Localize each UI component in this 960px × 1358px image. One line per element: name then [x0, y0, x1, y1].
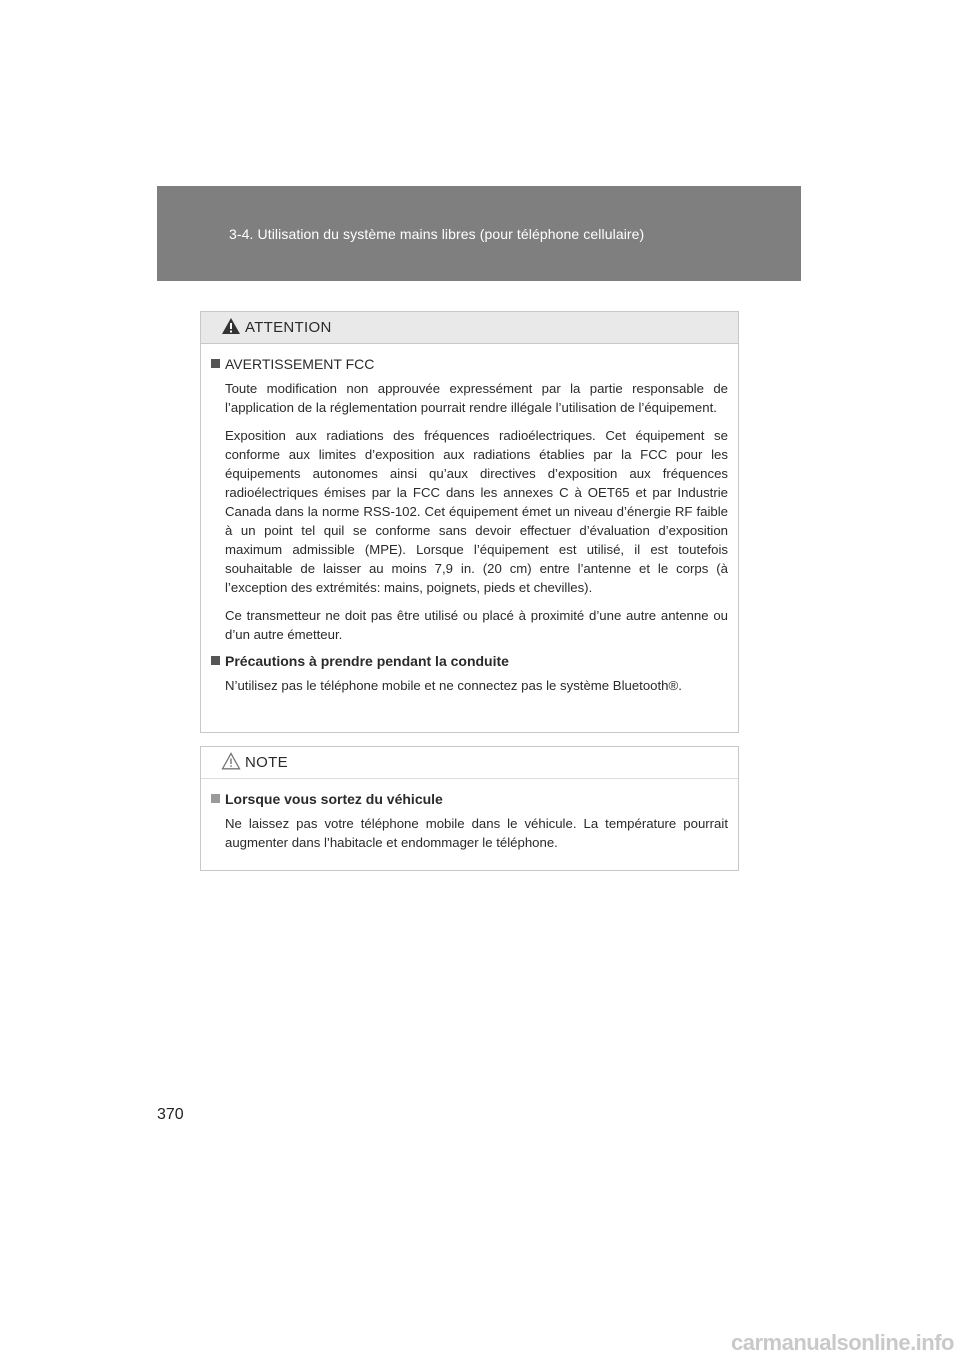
- bullet-square-icon: [211, 656, 220, 665]
- paragraph: Exposition aux radiations des fréquences radioélectriques. Cet équipement se conforme aux limites d’exposition aux radiations établies par la FCC pour les équipements autonomes ainsi qu’aux directives d’exposition aux fréquences radioélectriques émises par la FCC dans les annexes C à OET65 et par Industrie Canada dans la norme RSS-102. Cet équipement émet un niveau d’énergie RF faible à un point tel quil se conforme sans devoir effectuer d’évaluation d’exposition maximum admissible (MPE). Lorsque l’équipement est utilisé, il est toutefois souhaitable de laisser au moins 7,9 in. (20 cm) entre l’antenne et le corps (à l’exception des extrémités: mains, poignets, pieds et chevilles).: [225, 428, 728, 595]
- note-header: [201, 747, 738, 779]
- section-title: AVERTISSEMENT FCC: [211, 356, 728, 372]
- attention-label: ATTENTION: [245, 319, 332, 336]
- chapter-header: [157, 186, 801, 281]
- page-number: 370: [157, 1106, 184, 1123]
- bullet-square-icon: [211, 359, 220, 368]
- paragraph: Ce transmetteur ne doit pas être utilisé ou placé à proximité d’une autre antenne ou d’un autre émetteur.: [225, 608, 728, 642]
- paragraph: Ne laissez pas votre téléphone mobile dans le véhicule. La température pourrait augmenter dans l’habitacle et endommager le téléphone.: [225, 816, 728, 850]
- caution-icon: [221, 752, 241, 770]
- bullet-square-icon: [211, 794, 220, 803]
- watermark: carmanualsonline.info: [731, 1330, 954, 1355]
- note-label: NOTE: [245, 754, 288, 771]
- paragraph: N’utilisez pas le téléphone mobile et ne connectez pas le système Bluetooth®.: [225, 678, 682, 693]
- warning-icon: [221, 317, 241, 335]
- chapter-title: 3-4. Utilisation du système mains libres (pour téléphone cellulaire): [229, 226, 645, 242]
- attention-header: [201, 312, 738, 344]
- attention-box: [200, 311, 739, 733]
- note-box: [200, 746, 739, 871]
- section-title: Précautions à prendre pendant la conduite: [211, 653, 728, 669]
- section-title: Lorsque vous sortez du véhicule: [211, 791, 728, 807]
- paragraph: Toute modification non approuvée expressément par la partie responsable de l’application de la réglementation pourrait rendre illégale l’utilisation de l’équipement.: [225, 381, 728, 415]
